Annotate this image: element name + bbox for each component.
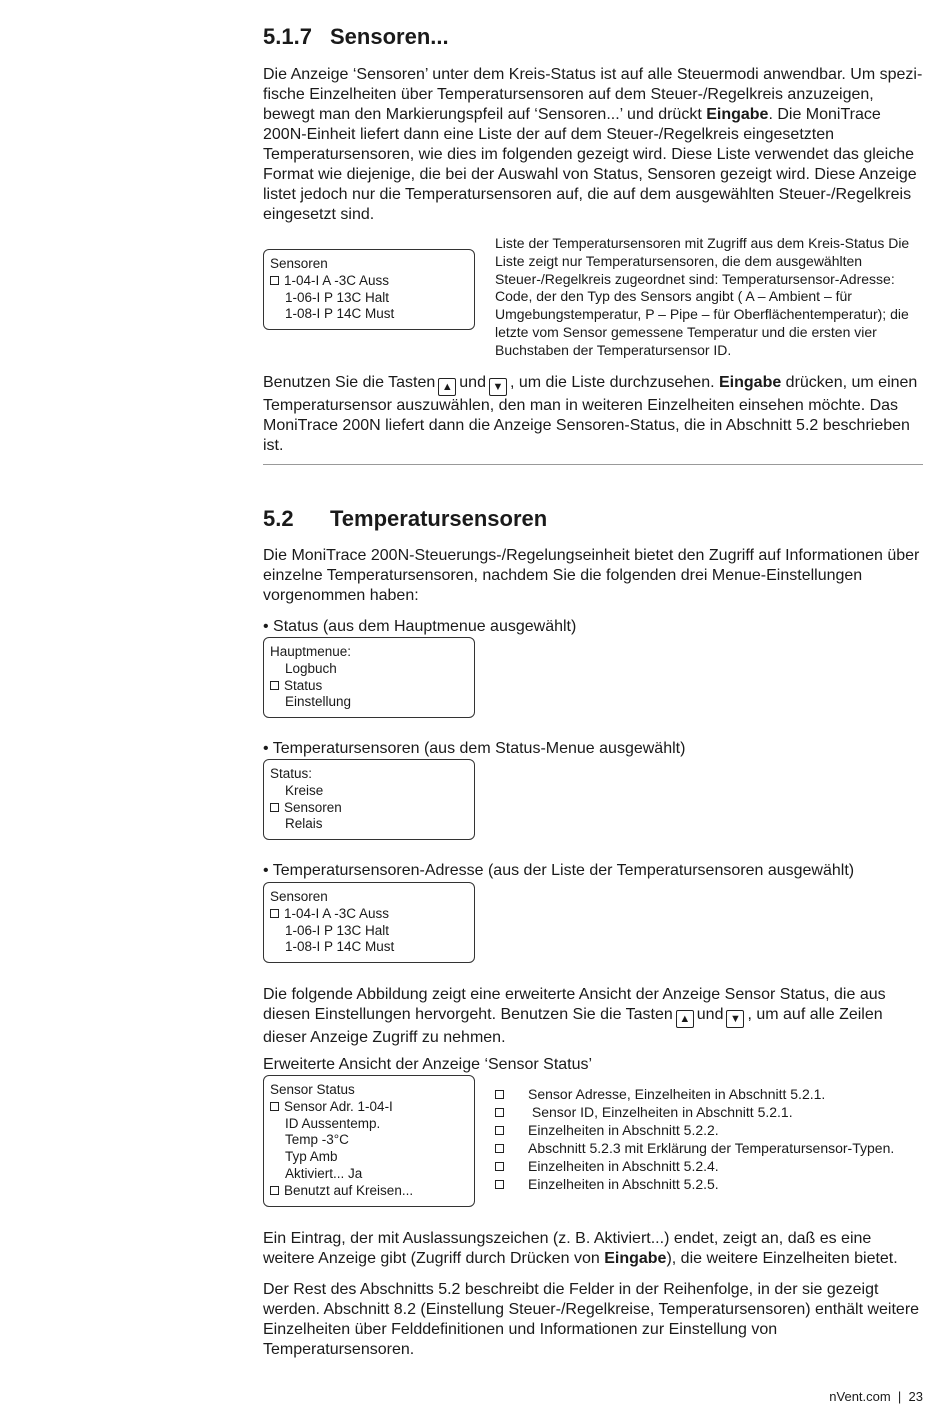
field-reference-list bbox=[495, 1085, 894, 1193]
section-5-2-heading bbox=[263, 506, 547, 532]
paragraph-extended-view: Die folgende Abbildung zeigt eine erweiterte Ansicht der Anzeige Sensor Status, die aus diesen Einstellungen hervorgeht. Benutzen Sie die Tasten ▲ und ▼ , um auf alle Zeilen dieser Anzeige Zugriff zu nehmen. bbox=[263, 986, 886, 1046]
checkbox-icon bbox=[495, 1162, 504, 1171]
section-title: Temperatursensoren bbox=[330, 506, 548, 531]
paragraph-ellipsis-entry: Ein Eintrag, der mit Auslassungszeichen (z. B. Aktiviert...) endet, zeigt an, daß es eine weitere Anzeige gibt (Zugriff durch Drücken von Eingabe), die weitere Einzelheiten bietet. bbox=[263, 1230, 898, 1267]
checkbox-icon bbox=[495, 1180, 504, 1189]
down-arrow-key-icon: ▼ bbox=[489, 378, 507, 396]
list-item: Sensor Adresse, Einzelheiten in Abschnitt 5.2.1. bbox=[495, 1085, 894, 1103]
section-number: 5.2 bbox=[263, 506, 294, 531]
paragraph-52-intro: Die MoniTrace 200N-Steuerungs-/Regelungseinheit bietet den Zugriff auf Informationen über einzelne Temperatursensoren, nachdem Sie die folgenden drei Menue-Einstellungen vorgenommen haben: bbox=[263, 547, 920, 604]
page-footer: nVent.com | 23 bbox=[829, 1389, 923, 1404]
step-temperatursensoren: • Temperatursensoren (aus dem Status-Menue ausgewählt) bbox=[263, 740, 686, 757]
down-arrow-key-icon: ▼ bbox=[726, 1010, 744, 1028]
checkbox-icon bbox=[495, 1090, 504, 1099]
lcd-sensoren-liste: Sensoren 1-04-I A -3C Auss 1-06-I P 13C Halt 1-08-I P 14C Must bbox=[263, 882, 475, 963]
checkbox-icon bbox=[270, 681, 279, 690]
extended-view-caption: Erweiterte Ansicht der Anzeige ‘Sensor Status’ bbox=[263, 1056, 593, 1073]
section-title: Sensoren... bbox=[330, 24, 449, 49]
checkbox-icon bbox=[495, 1126, 504, 1135]
list-item: Einzelheiten in Abschnitt 5.2.4. bbox=[495, 1157, 894, 1175]
lcd-status-menue: Status: Kreise Sensoren Relais bbox=[263, 759, 475, 840]
checkbox-icon bbox=[270, 803, 279, 812]
lcd-hauptmenue: Hauptmenue: Logbuch Status Einstellung bbox=[263, 637, 475, 718]
paragraph-sensoren-intro: Die Anzeige ‘Sensoren’ unter dem Kreis-Status ist auf alle Steuermodi anwendbar. Um spezi-fische Einzelheiten über Temperatursensoren auf dem Steuer-/Regelkreis anzuzeigen, bewegt man den Markierungspfeil auf ‘Sensoren...’ und drückt Eingabe. Die MoniTrace 200N-Einheit liefert dann eine Liste der auf dem Steuer-/Regelkreis eingesetzten Temperatursensoren, wie dies im folgenden gezeigt wird. Diese Liste verwendet das gleiche Format wie diejenige, die bei der Auswahl von Status, Sensoren gezeigt wird. Diese Anzeige listet jedoch nur die Temperatursensoren auf, die auf dem ausgewählten Steuer-/Regelkreis eingesetzt sind. bbox=[263, 66, 923, 223]
list-item: Sensor ID, Einzelheiten in Abschnitt 5.2.1. bbox=[495, 1103, 894, 1121]
section-number: 5.1.7 bbox=[263, 24, 312, 49]
lcd-title: Sensoren bbox=[270, 256, 328, 271]
checkbox-icon bbox=[270, 1186, 279, 1195]
section-5-1-7-heading bbox=[263, 24, 449, 50]
up-arrow-key-icon: ▲ bbox=[676, 1010, 694, 1028]
list-item: Einzelheiten in Abschnitt 5.2.5. bbox=[495, 1175, 894, 1193]
lcd-sensoren-list: Sensoren 1-04-I A -3C Auss 1-06-I P 13C Halt 1-08-I P 14C Must bbox=[263, 249, 475, 330]
list-item: Einzelheiten in Abschnitt 5.2.2. bbox=[495, 1121, 894, 1139]
checkbox-icon bbox=[270, 1102, 279, 1111]
checkbox-icon bbox=[495, 1108, 504, 1117]
step-sensor-adresse: • Temperatursensoren-Adresse (aus der Liste der Temperatursensoren ausgewählt) bbox=[263, 862, 855, 879]
checkbox-icon bbox=[270, 276, 279, 285]
checkbox-icon bbox=[270, 909, 279, 918]
checkbox-icon bbox=[495, 1144, 504, 1153]
lcd-sensor-status: Sensor Status Sensor Adr. 1-04-I ID Aussentemp. Temp -3°C Typ Amb Aktiviert... Ja Benutzt auf Kreisen... bbox=[263, 1075, 475, 1207]
sensor-list-note: Liste der Temperatursensoren mit Zugriff aus dem Kreis-Status Die Liste zeigt nur Temperatursensoren, die dem ausgewählten Steuer-/Regelkreis zugeordnet sind: Temperatursensor-Adresse: Code, der den Typ des Sensors angibt ( A – Ambient – für Umgebungstemperatur, P – Pipe – für Oberflächentemperatur); die letzte vom Sensor gemessene Temperatur und die ersten vier Buchstaben der Temperatursensor ID. bbox=[495, 235, 910, 358]
paragraph-navigation: Benutzen Sie die Tasten ▲ und ▼ , um die Liste durchzusehen. Eingabe drücken, um einen Temperatursensor auszuwählen, den man in weiteren Einzelheiten einsehen möchte. Das MoniTrace 200N liefert dann die Anzeige Sensoren-Status, die in Abschnitt 5.2 beschrieben ist. bbox=[263, 374, 918, 454]
up-arrow-key-icon: ▲ bbox=[438, 378, 456, 396]
section-divider bbox=[263, 464, 923, 465]
list-item: Abschnitt 5.2.3 mit Erklärung der Temperatursensor-Typen. bbox=[495, 1139, 894, 1157]
paragraph-rest: Der Rest des Abschnitts 5.2 beschreibt die Felder in der Reihenfolge, in der sie gezeigt werden. Abschnitt 8.2 (Einstellung Steuer-/Regelkreise, Temperatursensoren) enthält weitere Einzelheiten über Felddefinitionen und Informationen zur Einstellung von Temperatursensoren. bbox=[263, 1281, 920, 1358]
step-status: • Status (aus dem Hauptmenue ausgewählt) bbox=[263, 618, 577, 635]
